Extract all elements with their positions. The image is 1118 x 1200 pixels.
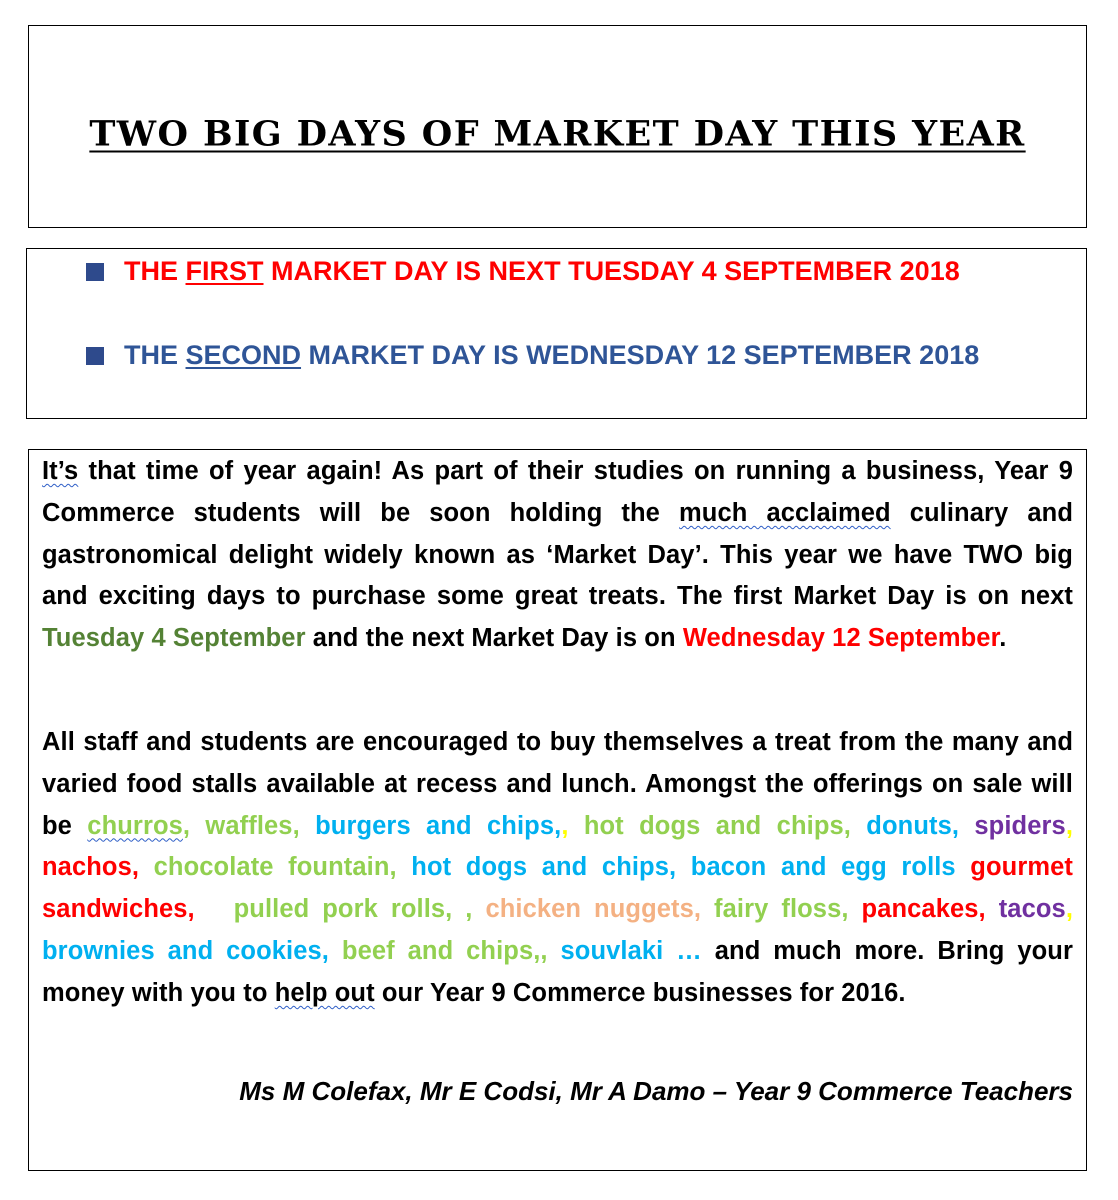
- food-hot-dogs-bacon: hot dogs and chips, bacon and egg rolls: [411, 853, 971, 882]
- grammar-check-phrase: help out: [274, 978, 375, 1007]
- food-burgers: burgers and chips,: [315, 811, 562, 840]
- text-run: our Year 9 Commerce businesses for 2016.: [374, 978, 906, 1007]
- signature-line: Ms M Colefax, Mr E Codsi, Mr A Damo – Year 9 Commerce Teachers: [239, 1076, 1073, 1106]
- food-spiders: spiders: [974, 811, 1066, 840]
- second-line-pre: THE: [124, 340, 186, 370]
- food-donuts: donuts,: [866, 811, 975, 840]
- food-brownies: brownies and cookies,: [42, 936, 342, 965]
- second-date-text: Wednesday 12 September: [682, 624, 1000, 653]
- food-souvlaki: souvlaki …: [560, 936, 715, 965]
- food-fairy-floss: fairy floss,: [714, 895, 862, 924]
- first-line-emph: FIRST: [185, 256, 264, 286]
- food-churros: churros: [87, 811, 183, 840]
- second-line-post: MARKET DAY IS WEDNESDAY 12 SEPTEMBER 2018: [301, 340, 980, 370]
- text-run: that time of year again! As part of their studies on running a business, Year 9 Commerce students will be soon holding the: [42, 457, 1073, 527]
- second-line-emph: SECOND: [185, 340, 302, 370]
- food-pancakes: pancakes,: [861, 895, 999, 924]
- page-title: TWO BIG DAYS OF MARKET DAY THIS YEAR: [89, 113, 1026, 155]
- first-line-pre: THE: [124, 256, 186, 286]
- food-hot-dogs: hot dogs and chips,: [568, 811, 867, 840]
- food-pulled-pork: pulled pork rolls, ,: [207, 895, 486, 924]
- first-date-text: Tuesday 4 September: [42, 624, 306, 653]
- stray-comma: ,: [1065, 811, 1073, 840]
- text-run: .: [999, 624, 1007, 653]
- food-beef-and-chips: beef and chips,,: [341, 936, 561, 965]
- food-tacos: tacos: [998, 895, 1066, 924]
- text-run: All staff and students are encouraged to buy themselves a treat from the many and varied food stalls available at recess and lunch. Amongst the offerings on sale will be: [42, 728, 1073, 840]
- second-market-day-line: [86, 340, 979, 371]
- text-run: culinary and gastronomical delight widely known as ‘Market Day’. This year we have TWO big and exciting days to purchase some great treats. The first Market Day is on next: [42, 498, 1073, 611]
- square-bullet-icon: [86, 347, 104, 365]
- stray-comma: ,: [1065, 895, 1074, 924]
- first-market-day-line: [86, 256, 960, 287]
- spell-check-word: It’s: [42, 457, 79, 485]
- offerings-paragraph: [42, 722, 1073, 1015]
- food-gourmet-sandwiches: gourmet sandwiches,: [42, 853, 1073, 924]
- food-waffles: , waffles,: [182, 811, 316, 840]
- grammar-check-phrase: much acclaimed: [679, 498, 891, 527]
- title-box: [28, 25, 1087, 228]
- square-bullet-icon: [86, 263, 104, 281]
- text-run: and the next Market Day is on: [305, 624, 683, 653]
- food-chicken-nuggets: chicken nuggets,: [485, 895, 715, 924]
- first-line-post: MARKET DAY IS NEXT TUESDAY 4 SEPTEMBER 2018: [263, 256, 960, 286]
- food-chocolate-fountain: chocolate fountain,: [153, 853, 412, 882]
- stray-comma: ,: [561, 811, 569, 840]
- text-run: and much more. Bring your money with you to: [42, 936, 1073, 1007]
- food-nachos: nachos,: [42, 853, 154, 882]
- intro-paragraph: [42, 451, 1073, 660]
